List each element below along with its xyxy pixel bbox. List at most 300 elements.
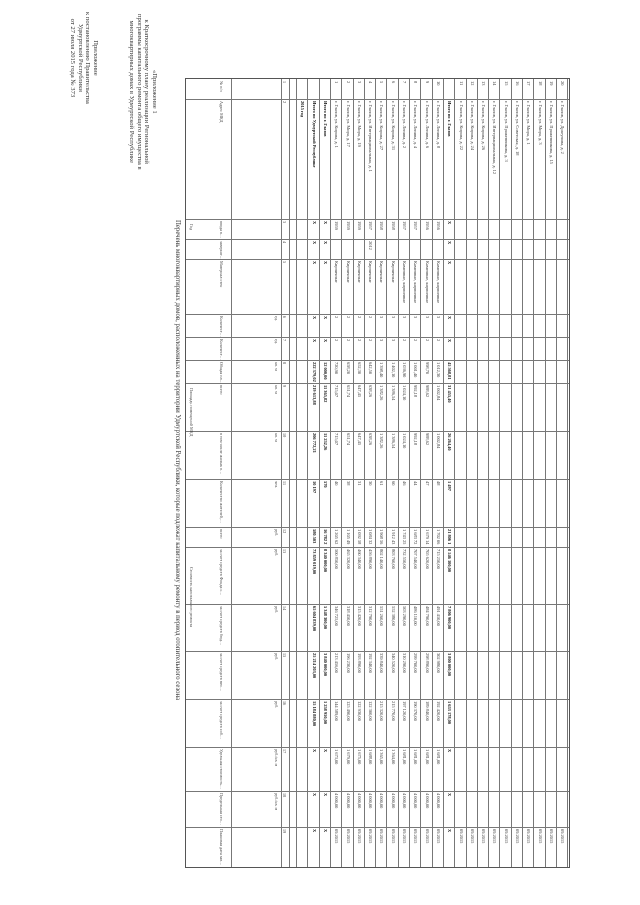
table-cell: 1 673,00 xyxy=(334,749,340,765)
table-cell: г. Глазов, ул. Ленина, д. 4 xyxy=(413,101,419,149)
table-cell: г. Глазов, ул. Кирова, д. 26 xyxy=(481,101,487,151)
table-cell: 4 000,00 xyxy=(413,793,419,809)
table-cell: 4 000,00 xyxy=(368,793,374,809)
table-cell: г. Глазов, ул. Ленина, д. 6 xyxy=(424,101,430,149)
group-header: Стоимость капитального ремонта xyxy=(189,567,194,628)
table-cell: 299 700,00 xyxy=(413,653,419,673)
table-cell: 09.2015 xyxy=(469,829,475,844)
table-cell: Кирпичные xyxy=(379,261,385,283)
table-cell: 122 300,00 xyxy=(368,701,374,721)
column-unit: ед. xyxy=(274,339,279,344)
table-cell: 310 290,00 xyxy=(402,653,407,673)
column-number: 17 xyxy=(282,749,287,754)
table-cell: 503 290,00 xyxy=(402,606,407,626)
table-cell: 992,18 xyxy=(413,433,419,446)
table-cell: г. Глазов, ул. Кирова, д. 1 xyxy=(334,101,340,148)
table-cell: 651,74 xyxy=(345,385,351,398)
column-header: за счет средств бюд… xyxy=(219,606,224,646)
table-cell: Кирпичные xyxy=(356,261,362,283)
table-cell: 31 xyxy=(356,481,362,486)
sub-appendix-line: «Приложение 1 xyxy=(151,69,158,114)
table-rule xyxy=(533,79,534,867)
appendix-line: Удмуртской Республики xyxy=(76,23,84,92)
table-cell: 1 012,30 xyxy=(435,362,441,378)
table-cell: г. Глазов, ул. Мира, д. 3 xyxy=(537,101,543,145)
table-cell: 638,26 xyxy=(368,433,374,446)
column-number: 18 xyxy=(282,793,287,798)
table-cell: 1 681,00 xyxy=(424,749,430,765)
table-cell: 09.2015 xyxy=(345,829,351,844)
table-cell: 190 370,00 xyxy=(413,701,419,721)
table-cell: 1 688,00 xyxy=(368,749,374,765)
table-cell: 1 679 14 xyxy=(424,529,430,545)
table-cell: 4 000,00 xyxy=(379,793,385,809)
table-cell: 6 xyxy=(390,81,396,84)
table-cell: Каменные, кирпичные xyxy=(413,261,419,304)
table-cell: 2 xyxy=(424,339,430,342)
table-cell: 2 xyxy=(368,339,374,342)
column-number: 13 xyxy=(282,549,287,554)
column-header: Адрес МКД xyxy=(219,101,224,123)
table-cell: г. Глазов, ул. Кирова, д. 27 xyxy=(379,101,385,151)
table-cell: 1957 xyxy=(413,221,419,230)
table-rule xyxy=(289,79,290,867)
table-cell: X xyxy=(311,749,317,753)
table-cell: X xyxy=(311,793,317,797)
column-number: 19 xyxy=(282,829,287,834)
table-cell: 09.2015 xyxy=(334,829,340,844)
table-cell: Итого по г. Глазов xyxy=(447,101,453,137)
appendix-block xyxy=(69,12,99,104)
table-cell: 2 xyxy=(334,316,340,319)
table-cell: 4 000,00 xyxy=(390,793,396,809)
column-unit: руб. xyxy=(274,549,279,557)
table-rule xyxy=(353,79,354,867)
table-rule xyxy=(454,79,455,867)
column-unit: руб. xyxy=(274,606,279,614)
table-cell: 09.2015 xyxy=(390,829,396,844)
table-cell: 2 xyxy=(356,339,362,342)
column-number: 2 xyxy=(282,101,287,104)
table-rule xyxy=(409,79,410,867)
column-header: всего xyxy=(219,529,224,539)
table-cell: 189 840,00 xyxy=(424,701,430,721)
table-cell: X xyxy=(311,829,317,833)
table-cell: 09.2015 xyxy=(435,829,441,844)
table-cell: 25 214 203,00 xyxy=(311,653,317,679)
table-cell: 298 890,00 xyxy=(424,653,430,673)
table-cell: 09.2015 xyxy=(481,829,487,844)
table-cell: 1 105 49 xyxy=(345,529,351,545)
table-cell: 1 679,00 xyxy=(345,749,351,765)
table-cell: 09.2015 xyxy=(379,829,385,844)
column-header: Количест… xyxy=(219,316,224,337)
table-cell: 1956 xyxy=(424,221,430,230)
table-cell: 1 497 xyxy=(447,481,453,491)
table-cell: 460 340,00 xyxy=(356,549,362,569)
table-cell: 09.2015 xyxy=(424,829,430,844)
column-number: 8 xyxy=(282,362,287,365)
group-header: Год xyxy=(189,224,194,231)
table-cell: 2 xyxy=(402,339,407,342)
table-cell: 65 604 839,00 xyxy=(311,606,317,632)
table-rule xyxy=(511,79,512,867)
table-cell: 8 546 100,00 xyxy=(447,549,453,573)
table-rule xyxy=(567,79,568,867)
table-cell: г. Глазов, ул. Ленина, д. 8 xyxy=(435,101,441,149)
table-cell: 1956 xyxy=(435,221,441,230)
table-cell: 4 000,00 xyxy=(356,793,362,809)
table-cell: 570 xyxy=(322,481,328,488)
table-cell: X xyxy=(322,261,328,265)
table-cell: 09.2015 xyxy=(526,829,532,844)
table-cell: 1 743 25 xyxy=(402,529,407,545)
table-cell: 3 xyxy=(413,316,419,319)
sub-appendix-line: многоквартирных домах в Удмуртской Республике xyxy=(128,20,136,164)
table-cell: 1 908 56 xyxy=(379,529,385,545)
table-cell: 3 840 000,00 xyxy=(322,653,328,677)
table-cell: 192 420,00 xyxy=(435,701,441,721)
table-cell: г. Глазов, ул. Кирова, д. 24 xyxy=(469,101,475,151)
column-number: 15 xyxy=(282,653,287,658)
column-number: 9 xyxy=(282,385,287,388)
table-rule xyxy=(307,79,308,867)
sub-appendix-line: к Краткосрочному плану реализации Региональной xyxy=(143,19,151,164)
table-rule xyxy=(319,79,320,867)
table-cell: 988,62 xyxy=(424,433,430,446)
table-rule xyxy=(499,79,500,867)
table-cell: 2012 xyxy=(368,241,374,250)
table-cell: 732 550,00 xyxy=(402,549,407,569)
column-header: Количест… xyxy=(219,339,224,360)
table-cell: X xyxy=(311,241,317,245)
table-cell: Кирпичные xyxy=(345,261,351,283)
table-cell: 8 340 000,00 xyxy=(322,549,328,573)
table-rule xyxy=(341,79,342,867)
column-header: Материал стен xyxy=(219,261,224,288)
table-cell: 1 681,00 xyxy=(413,749,419,765)
table-cell: 3 xyxy=(435,316,441,319)
table-cell: 193 890,00 xyxy=(356,653,362,673)
column-unit: руб./кв. м xyxy=(274,749,279,767)
table-cell: 1 681,00 xyxy=(435,749,441,765)
table-cell: 339 840,00 xyxy=(379,653,385,673)
table-cell: 40 xyxy=(334,481,340,486)
table-cell: 1 386,54 xyxy=(390,385,396,401)
table-cell: 4 xyxy=(368,81,374,84)
table-cell: 16 xyxy=(515,81,520,86)
table-cell: 1 036,90 xyxy=(402,362,407,378)
table-cell: 1959 xyxy=(334,221,340,230)
table-cell: X xyxy=(311,339,317,343)
table-rule xyxy=(375,79,376,867)
table-cell: 12 xyxy=(469,81,475,86)
column-unit: кв. м xyxy=(274,385,279,394)
table-cell: г. Глазов, ул. Кирова, д. 22 xyxy=(458,101,464,151)
table-cell: 1 092 58 xyxy=(356,529,362,545)
table-cell: 61 xyxy=(379,481,385,486)
table-cell: 09.2015 xyxy=(503,829,509,844)
table-rule xyxy=(488,79,489,867)
table-cell: 3 800 000,00 xyxy=(447,653,453,677)
table-cell: 14 xyxy=(492,81,498,86)
table-cell: 658,20 xyxy=(345,362,351,375)
table-cell: X xyxy=(322,241,328,245)
table-cell: 46 xyxy=(402,481,407,486)
table-cell: 1 386,54 xyxy=(390,433,396,449)
table-cell: 3 xyxy=(402,316,407,319)
column-number: 3 xyxy=(282,221,287,224)
column-header: в том числе жилых п… xyxy=(219,433,224,475)
table-cell: Каменные, кирпичные xyxy=(424,261,430,304)
table-cell: 215 770,00 xyxy=(390,701,396,721)
table-cell: 651,74 xyxy=(345,433,351,446)
table-cell: X xyxy=(322,339,328,343)
table-cell: 1 002,84 xyxy=(435,385,441,401)
table-rule xyxy=(386,79,387,867)
table-cell: 1958 xyxy=(379,221,385,230)
table-cell: 12 000,00 xyxy=(322,362,328,380)
column-header: заверше… xyxy=(219,241,224,260)
table-cell: 2 xyxy=(435,339,441,342)
table-cell: 1 382,26 xyxy=(379,433,385,449)
table-cell: 38 xyxy=(345,481,351,486)
table-cell: X xyxy=(322,793,328,797)
table-cell: X xyxy=(447,829,453,833)
table-cell: 647,45 xyxy=(356,385,362,398)
table-cell: 647,45 xyxy=(356,433,362,446)
table-cell: X xyxy=(311,316,317,320)
column-unit: руб. xyxy=(274,653,279,661)
table-cell: 1 084 32 xyxy=(368,529,374,545)
column-number: 11 xyxy=(282,481,287,486)
table-cell: X xyxy=(447,316,453,320)
table-cell: 125 490,00 xyxy=(345,701,351,721)
table-cell: 1 365,00 xyxy=(379,749,385,765)
table-cell: 26 264,40 xyxy=(447,433,453,451)
table-cell: 1958 xyxy=(390,221,396,230)
table-cell: г. Глазов, ул. Мира, д. 1 xyxy=(526,101,532,145)
table-cell: г. Глазов, ул. Кирова, д. 31 xyxy=(390,101,396,151)
table-cell: 09.2015 xyxy=(458,829,464,844)
table-cell: г. Глазов, ул. Пряженникова, д. 3 xyxy=(503,101,509,162)
table-cell: 1 912 43 xyxy=(390,529,396,545)
table-cell: 456 890,00 xyxy=(368,549,374,569)
table-cell: 13 xyxy=(481,81,487,86)
table-cell: X xyxy=(447,749,453,753)
table-cell: 21 806 1 xyxy=(447,529,453,545)
column-header: за счет средств соб… xyxy=(219,701,224,740)
table-rule xyxy=(522,79,523,867)
table-cell: 1 364,00 xyxy=(390,749,396,765)
table-cell: 2 xyxy=(356,316,362,319)
table-rule xyxy=(432,79,433,867)
table-cell: 1959 xyxy=(356,221,362,230)
table-cell: 2 xyxy=(345,81,351,84)
table-cell: 803 760,00 xyxy=(390,549,396,569)
table-rule xyxy=(545,79,546,867)
table-cell: X xyxy=(447,339,453,343)
table-cell: 47 xyxy=(424,481,430,486)
table-cell: 48 xyxy=(435,481,441,486)
table-cell: 192 340,00 xyxy=(368,653,374,673)
table-cell: 9 xyxy=(424,81,430,84)
table-cell: 1 398,40 xyxy=(379,362,385,378)
appendix-line: к постановлению Правительства xyxy=(84,12,92,104)
table-cell: 2 xyxy=(334,339,340,342)
table-cell: 31 455,40 xyxy=(447,385,453,403)
group-header: Площадь помещений МКД xyxy=(189,388,194,437)
column-unit: ед. xyxy=(274,316,279,321)
sub-appendix-line: программы капитального ремонта общего имущества в xyxy=(135,14,143,170)
column-unit: руб. xyxy=(274,529,279,537)
table-cell: 2 xyxy=(345,316,351,319)
houses-table xyxy=(185,78,570,868)
table-cell: 213 456,00 xyxy=(334,653,340,673)
column-number: 14 xyxy=(282,606,287,611)
table-cell: X xyxy=(322,316,328,320)
table-cell: 09.2015 xyxy=(537,829,543,844)
table-cell: 1 xyxy=(334,81,340,84)
table-cell: 196 230,00 xyxy=(345,653,351,673)
column-number: 12 xyxy=(282,529,287,534)
table-cell: 992,18 xyxy=(413,385,419,398)
table-cell: 8 xyxy=(413,81,419,84)
table-cell: X xyxy=(322,829,328,833)
table-cell: 222 379,02 xyxy=(311,362,317,382)
table-cell: 484 790,00 xyxy=(424,606,430,626)
column-header: за счет средств Фонда с… xyxy=(219,549,224,596)
column-number: 5 xyxy=(282,261,287,264)
column-header: Общая пл… xyxy=(219,362,224,384)
table-cell: 144 589,00 xyxy=(334,701,340,721)
table-cell: 4 000,00 xyxy=(402,793,407,809)
table-rule xyxy=(477,79,478,867)
table-cell: 1 681,00 xyxy=(402,749,407,765)
table-cell: X xyxy=(447,241,453,245)
table-cell: 44 xyxy=(413,481,419,486)
table-cell: 1 001,40 xyxy=(413,362,419,378)
column-number: 16 xyxy=(282,701,287,706)
table-cell: X xyxy=(311,221,317,225)
table-cell: 30 xyxy=(368,481,374,486)
table-cell: г. Глазов, ул. Советская, д. 18 xyxy=(515,101,520,156)
column-unit: кв. м xyxy=(274,433,279,442)
table-cell: 1957 xyxy=(402,221,407,230)
table-cell: 1 402,10 xyxy=(390,362,396,378)
table-cell: Каменные, кирпичные xyxy=(402,261,407,304)
column-number: 6 xyxy=(282,316,287,319)
table-cell: г. Глазов, ул. Драгунова, д. 2 xyxy=(560,101,566,154)
table-cell: X xyxy=(322,749,328,753)
table-cell: 2 xyxy=(413,339,419,342)
table-rule xyxy=(296,79,297,867)
document-title: Перечень многоквартирных домов, расположенных на территории Удмуртской Республики, которые подлежат капитальному ремонту в период отопительного сезона xyxy=(174,220,181,701)
table-cell: 465 320,00 xyxy=(345,549,351,569)
table-cell: 500 850,00 xyxy=(334,549,340,569)
table-cell: г. Глазов, ул. Мира, д. 17 xyxy=(345,101,351,147)
table-cell: 09.2015 xyxy=(402,829,407,844)
table-cell: г. Глазов, ул. Пряженникова, д. 15 xyxy=(548,101,554,164)
table-cell: 15 184 880,00 xyxy=(311,701,317,727)
table-cell: 3 xyxy=(390,339,396,342)
table-cell: 11 xyxy=(458,81,464,86)
table-cell: 486 110,00 xyxy=(413,606,419,626)
table-cell: 73 859 019,00 xyxy=(311,549,317,575)
table-cell: 1 205 62 xyxy=(334,529,340,545)
table-cell: 2015 год xyxy=(300,101,306,118)
table-cell: 3 xyxy=(390,316,396,319)
table-cell: г. Глазов, ул. Интернациональная, д. 1 xyxy=(368,101,374,172)
column-header: Удельная стоимость… xyxy=(219,749,224,790)
table-cell: 5 xyxy=(379,81,385,84)
table-cell: 17 xyxy=(526,81,532,86)
table-cell: 11 252,26 xyxy=(322,433,328,451)
table-cell: 346 725,00 xyxy=(334,606,340,626)
table-cell: 642,50 xyxy=(368,362,374,375)
table-cell: 802 140,00 xyxy=(379,549,385,569)
table-cell: 340 520,00 xyxy=(390,653,396,673)
table-cell: 1959 xyxy=(345,221,351,230)
table-cell: 1 024,10 xyxy=(402,433,407,449)
table-cell: 318 450,00 xyxy=(345,606,351,626)
table-cell: 551 260,00 xyxy=(379,606,385,626)
table-cell: 09.2015 xyxy=(548,829,554,844)
table-cell: 3 xyxy=(356,81,362,84)
table-cell: 10 197 xyxy=(311,481,317,494)
table-cell: 09.2015 xyxy=(356,829,362,844)
table-cell: X xyxy=(311,261,317,265)
table-cell: 45 568,81 xyxy=(447,362,453,380)
table-cell: 3 xyxy=(379,316,385,319)
table-cell: 18 xyxy=(537,81,543,86)
table-rule xyxy=(330,79,331,867)
table-cell: X xyxy=(447,793,453,797)
table-cell: 10 xyxy=(435,81,441,86)
appendix-line: от 27 июля 2015 года № 373 xyxy=(69,18,77,98)
table-cell: 60 xyxy=(390,481,396,486)
table-cell: 122 930,00 xyxy=(356,701,362,721)
table-cell: 4 000,00 xyxy=(435,793,441,809)
sub-appendix-block xyxy=(128,14,158,170)
table-cell: 2 xyxy=(368,316,374,319)
table-cell: 219 613,88 xyxy=(311,385,317,405)
table-cell: 312 790,00 xyxy=(368,606,374,626)
column-header: всего xyxy=(219,385,224,395)
table-cell: 638,26 xyxy=(368,385,374,398)
table-cell: Кирпичные xyxy=(390,261,396,283)
table-cell: 19 xyxy=(548,81,554,86)
appendix-line: Приложение xyxy=(92,40,99,76)
table-rule xyxy=(364,79,365,867)
table-cell: 7 806 900,00 xyxy=(447,606,453,630)
table-rule xyxy=(420,79,421,867)
table-cell: 491 410,00 xyxy=(435,606,441,626)
table-cell: 09.2015 xyxy=(413,829,419,844)
table-cell: 705 620,00 xyxy=(424,549,430,569)
table-cell: 1 002,84 xyxy=(435,433,441,449)
table-rule xyxy=(556,79,557,867)
column-unit: чел. xyxy=(274,481,279,489)
table-cell: 4 000,00 xyxy=(424,793,430,809)
table-cell: 3 xyxy=(379,339,385,342)
table-cell: 2 xyxy=(345,339,351,342)
table-cell: 3 xyxy=(424,316,430,319)
table-cell: 1 683 72 xyxy=(413,529,419,545)
table-cell: 1957 xyxy=(368,221,374,230)
table-cell: X xyxy=(447,221,453,225)
table-cell: 09.2015 xyxy=(515,829,520,844)
